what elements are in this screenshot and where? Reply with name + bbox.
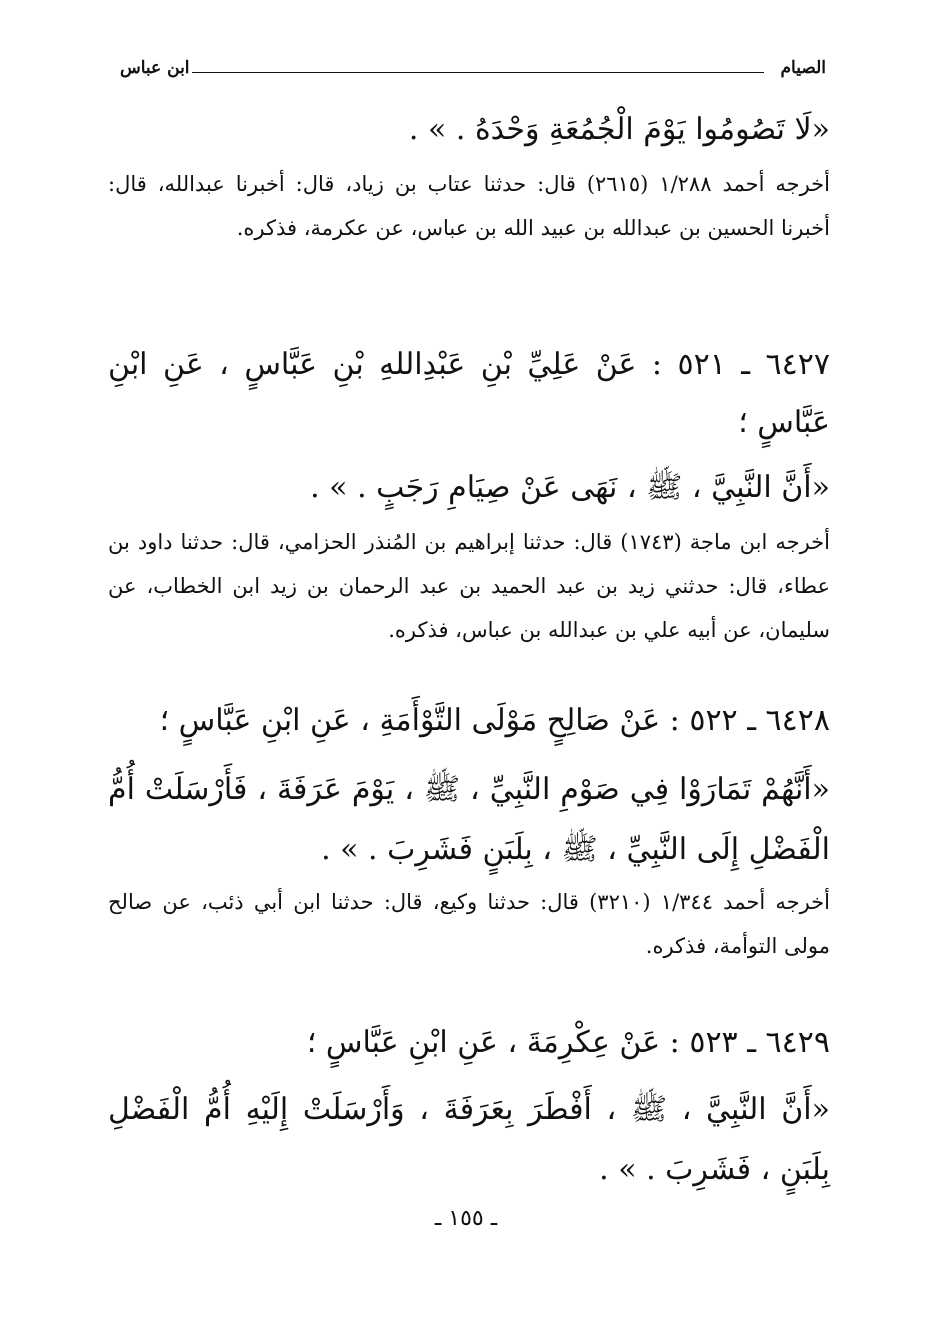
hadith-heading: ٦٤٢٨ ـ ٥٢٢ : عَنْ صَالِحٍ مَوْلَى التَّوْأَمَةِ ، عَنِ ابْنِ عَبَّاسٍ ؛ xyxy=(159,703,830,738)
page-number: ـ ١٥٥ ـ xyxy=(434,1206,498,1231)
takhrij-note: أخرجه أحمد ١/٣٤٤ (٣٢١٠) قال: حدثنا وكيع، قال: حدثنا ابن أبي ذئب، عن صالح مولى التوأمة، فذكره. xyxy=(108,890,830,958)
chapter-title: الصيام xyxy=(780,58,826,78)
hadith-heading: ٦٤٢٩ ـ ٥٢٣ : عَنْ عِكْرِمَةَ ، عَنِ ابْنِ عَبَّاسٍ ؛ xyxy=(306,1025,830,1060)
header-rule xyxy=(192,72,764,73)
hadith-text: «أَنَّ النَّبِيَّ ، ﷺ ، أَفْطَرَ بِعَرَفَةَ ، وَأَرْسَلَتْ إِلَيْهِ أُمُّ الْفَضْلِ بِلَبَنٍ ، فَشَرِبَ . » . xyxy=(108,1092,830,1187)
narrator-title: ابن عباس xyxy=(120,58,190,78)
hadith-text: «لَا تَصُومُوا يَوْمَ الْجُمُعَةِ وَحْدَهُ . » . xyxy=(408,112,830,147)
running-head xyxy=(120,58,826,84)
takhrij-note: أخرجه ابن ماجة (١٧٤٣) قال: حدثنا إبراهيم بن المُنذر الحزامي، قال: حدثنا داود بن عطاء، قال: حدثني زيد بن عبد الحميد بن عبد الرحمان بن زيد ابن الخطاب، عن سليمان، عن أبيه علي بن عبدالله بن عباس، فذكره. xyxy=(108,530,830,642)
hadith-text: «أَنَّ النَّبِيَّ ، ﷺ ، نَهَى عَنْ صِيَامِ رَجَبٍ . » . xyxy=(310,470,830,505)
hadith-text: «أَنَّهُمْ تَمَارَوْا فِي صَوْمِ النَّبِيِّ ، ﷺ ، يَوْمَ عَرَفَةَ ، فَأَرْسَلَتْ أُمُّ الْفَضْلِ إِلَى النَّبِيِّ ، ﷺ ، بِلَبَنٍ فَشَرِبَ . » . xyxy=(108,772,830,867)
hadith-heading: ٦٤٢٧ ـ ٥٢١ : عَنْ عَلِيِّ بْنِ عَبْدِاللهِ بْنِ عَبَّاسٍ ، عَنِ ابْنِ عَبَّاسٍ ؛ xyxy=(108,347,830,440)
takhrij-note: أخرجه أحمد ١/٢٨٨ (٢٦١٥) قال: حدثنا عتاب بن زياد، قال: أخبرنا عبدالله، قال: أخبرنا الحسين بن عبدالله بن عبيد الله بن عباس، عن عكرمة، فذكره. xyxy=(108,172,831,240)
